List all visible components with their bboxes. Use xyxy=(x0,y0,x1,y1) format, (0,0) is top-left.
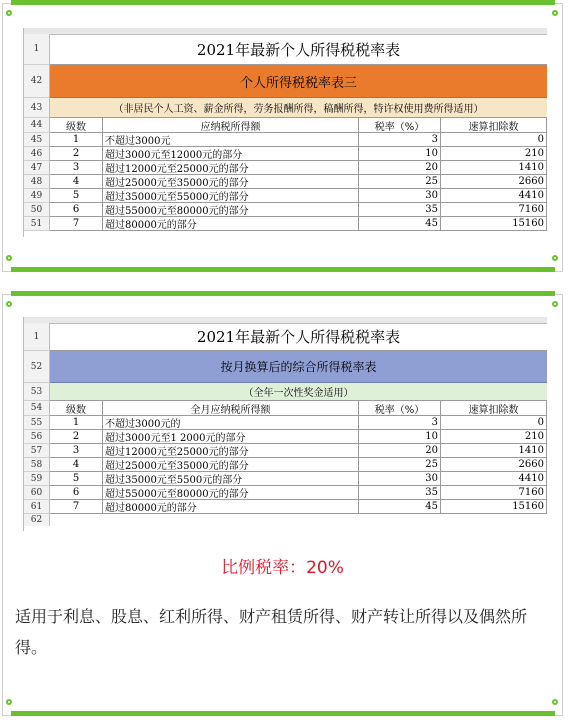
rate-cell: 20 xyxy=(359,161,441,175)
table-row xyxy=(24,203,547,217)
corner-dot xyxy=(6,255,12,261)
note-row xyxy=(24,383,547,401)
band-row xyxy=(24,351,547,383)
range-cell: 超过35000元至5500元的部分 xyxy=(103,472,359,486)
table-band-title: 按月换算后的综合所得税率表 xyxy=(50,351,547,383)
deduction-cell: 0 xyxy=(441,416,547,430)
row-number: 58 xyxy=(24,458,50,472)
range-cell: 超过80000元的部分 xyxy=(103,500,359,514)
corner-dot xyxy=(552,255,558,261)
level-cell: 2 xyxy=(50,430,103,444)
rate-cell: 30 xyxy=(359,189,441,203)
deduction-cell: 15160 xyxy=(441,217,547,231)
range-cell: 超过3000元至1 2000元的部分 xyxy=(103,430,359,444)
header-rate: 税率（%） xyxy=(359,118,441,133)
row-number: 52 xyxy=(24,351,50,383)
header-deduction: 速算扣除数 xyxy=(441,401,547,416)
level-cell: 1 xyxy=(50,133,103,147)
corner-dot xyxy=(552,699,558,705)
green-top-bar xyxy=(11,291,555,296)
level-cell: 5 xyxy=(50,189,103,203)
deduction-cell: 1410 xyxy=(441,444,547,458)
header-row xyxy=(24,401,547,416)
table-row xyxy=(24,430,547,444)
rate-cell: 3 xyxy=(359,133,441,147)
corner-dot xyxy=(552,301,558,307)
tax-table-card-2 xyxy=(2,294,563,716)
deduction-cell: 2660 xyxy=(441,175,547,189)
green-top-bar xyxy=(11,0,555,5)
level-cell: 6 xyxy=(50,203,103,217)
row-number: 55 xyxy=(24,416,50,430)
level-cell: 5 xyxy=(50,472,103,486)
table-band-title: 个人所得税税率表三 xyxy=(50,65,547,98)
empty-row xyxy=(24,514,547,526)
header-range: 全月应纳税所得额 xyxy=(103,401,359,416)
table-row xyxy=(24,189,547,203)
title-row xyxy=(24,323,547,351)
table-row xyxy=(24,416,547,430)
range-cell: 超过35000元至55000元的部分 xyxy=(103,189,359,203)
deduction-cell: 210 xyxy=(441,430,547,444)
row-number: 60 xyxy=(24,486,50,500)
description-paragraph: 适用于利息、股息、红利所得、财产租赁所得、财产转让所得以及偶然所得。 xyxy=(15,607,528,657)
rate-cell: 35 xyxy=(359,203,441,217)
table-row xyxy=(24,444,547,458)
range-cell: 超过80000元的部分 xyxy=(103,217,359,231)
rate-cell: 10 xyxy=(359,430,441,444)
row-number: 57 xyxy=(24,444,50,458)
deduction-cell: 2660 xyxy=(441,458,547,472)
table-row xyxy=(24,486,547,500)
sheet-title: 2021年最新个人所得税税率表 xyxy=(50,323,547,351)
tax-table-card-1 xyxy=(2,3,563,272)
spreadsheet-screenshot-1 xyxy=(23,28,547,237)
row-number: 1 xyxy=(24,34,50,65)
table-row xyxy=(24,161,547,175)
proportional-rate-text: 比例税率：20% xyxy=(221,558,344,578)
table-note: （非居民个人工资、薪金所得，劳务报酬所得，稿酬所得，特许权使用费所得适用） xyxy=(50,98,547,118)
level-cell: 7 xyxy=(50,500,103,514)
rate-cell: 35 xyxy=(359,486,441,500)
level-cell: 7 xyxy=(50,217,103,231)
row-number: 1 xyxy=(24,323,50,351)
range-cell: 不超过3000元的 xyxy=(103,416,359,430)
row-number: 46 xyxy=(24,147,50,161)
level-cell: 2 xyxy=(50,147,103,161)
row-number: 43 xyxy=(24,98,50,118)
table-row xyxy=(24,500,547,514)
deduction-cell: 1410 xyxy=(441,161,547,175)
range-cell: 超过55000元至80000元的部分 xyxy=(103,486,359,500)
row-number: 42 xyxy=(24,65,50,98)
row-number: 54 xyxy=(24,401,50,416)
row-number: 51 xyxy=(24,217,50,231)
deduction-cell: 210 xyxy=(441,147,547,161)
header-level: 级数 xyxy=(50,401,103,416)
deduction-cell: 7160 xyxy=(441,203,547,217)
header-range: 应纳税所得额 xyxy=(103,118,359,133)
corner-dot xyxy=(6,10,12,16)
deduction-cell: 15160 xyxy=(441,500,547,514)
range-cell: 超过25000元至35000元的部分 xyxy=(103,175,359,189)
title-row xyxy=(24,34,547,65)
band-row xyxy=(24,65,547,98)
rate-cell: 25 xyxy=(359,458,441,472)
table-row xyxy=(24,217,547,231)
sheet-title: 2021年最新个人所得税税率表 xyxy=(50,34,547,65)
row-number: 53 xyxy=(24,383,50,401)
table-row xyxy=(24,472,547,486)
range-cell: 超过12000元至25000元的部分 xyxy=(103,444,359,458)
row-number: 49 xyxy=(24,189,50,203)
range-cell: 不超过3000元 xyxy=(103,133,359,147)
note-row xyxy=(24,98,547,118)
row-number: 48 xyxy=(24,175,50,189)
table-note: （全年一次性奖金适用） xyxy=(50,383,547,401)
header-row xyxy=(24,118,547,133)
table-row xyxy=(24,147,547,161)
green-bottom-bar xyxy=(11,267,555,272)
range-cell: 超过55000元至80000元的部分 xyxy=(103,203,359,217)
deduction-cell: 0 xyxy=(441,133,547,147)
table-row xyxy=(24,458,547,472)
deduction-cell: 4410 xyxy=(441,189,547,203)
spreadsheet-screenshot-2 xyxy=(23,317,547,531)
header-deduction: 速算扣除数 xyxy=(441,118,547,133)
rate-cell: 45 xyxy=(359,500,441,514)
row-number: 56 xyxy=(24,430,50,444)
header-rate: 税率（%） xyxy=(359,401,441,416)
rate-cell: 3 xyxy=(359,416,441,430)
row-number: 59 xyxy=(24,472,50,486)
deduction-cell: 4410 xyxy=(441,472,547,486)
level-cell: 4 xyxy=(50,458,103,472)
rate-cell: 25 xyxy=(359,175,441,189)
row-number: 45 xyxy=(24,133,50,147)
deduction-cell: 7160 xyxy=(441,486,547,500)
range-cell: 超过25000元至35000元的部分 xyxy=(103,458,359,472)
row-number: 50 xyxy=(24,203,50,217)
range-cell: 超过3000元至12000元的部分 xyxy=(103,147,359,161)
green-bottom-bar xyxy=(11,711,555,716)
rate-cell: 20 xyxy=(359,444,441,458)
table-row xyxy=(24,175,547,189)
corner-dot xyxy=(552,10,558,16)
table-row xyxy=(24,133,547,147)
level-cell: 3 xyxy=(50,444,103,458)
range-cell: 超过12000元至25000元的部分 xyxy=(103,161,359,175)
row-number: 61 xyxy=(24,500,50,514)
header-level: 级数 xyxy=(50,118,103,133)
rate-cell: 10 xyxy=(359,147,441,161)
level-cell: 4 xyxy=(50,175,103,189)
rate-cell: 30 xyxy=(359,472,441,486)
row-number: 47 xyxy=(24,161,50,175)
level-cell: 1 xyxy=(50,416,103,430)
rate-cell: 45 xyxy=(359,217,441,231)
row-number: 44 xyxy=(24,118,50,133)
corner-dot xyxy=(6,699,12,705)
level-cell: 3 xyxy=(50,161,103,175)
row-number: 62 xyxy=(24,514,50,526)
corner-dot xyxy=(6,301,12,307)
level-cell: 6 xyxy=(50,486,103,500)
